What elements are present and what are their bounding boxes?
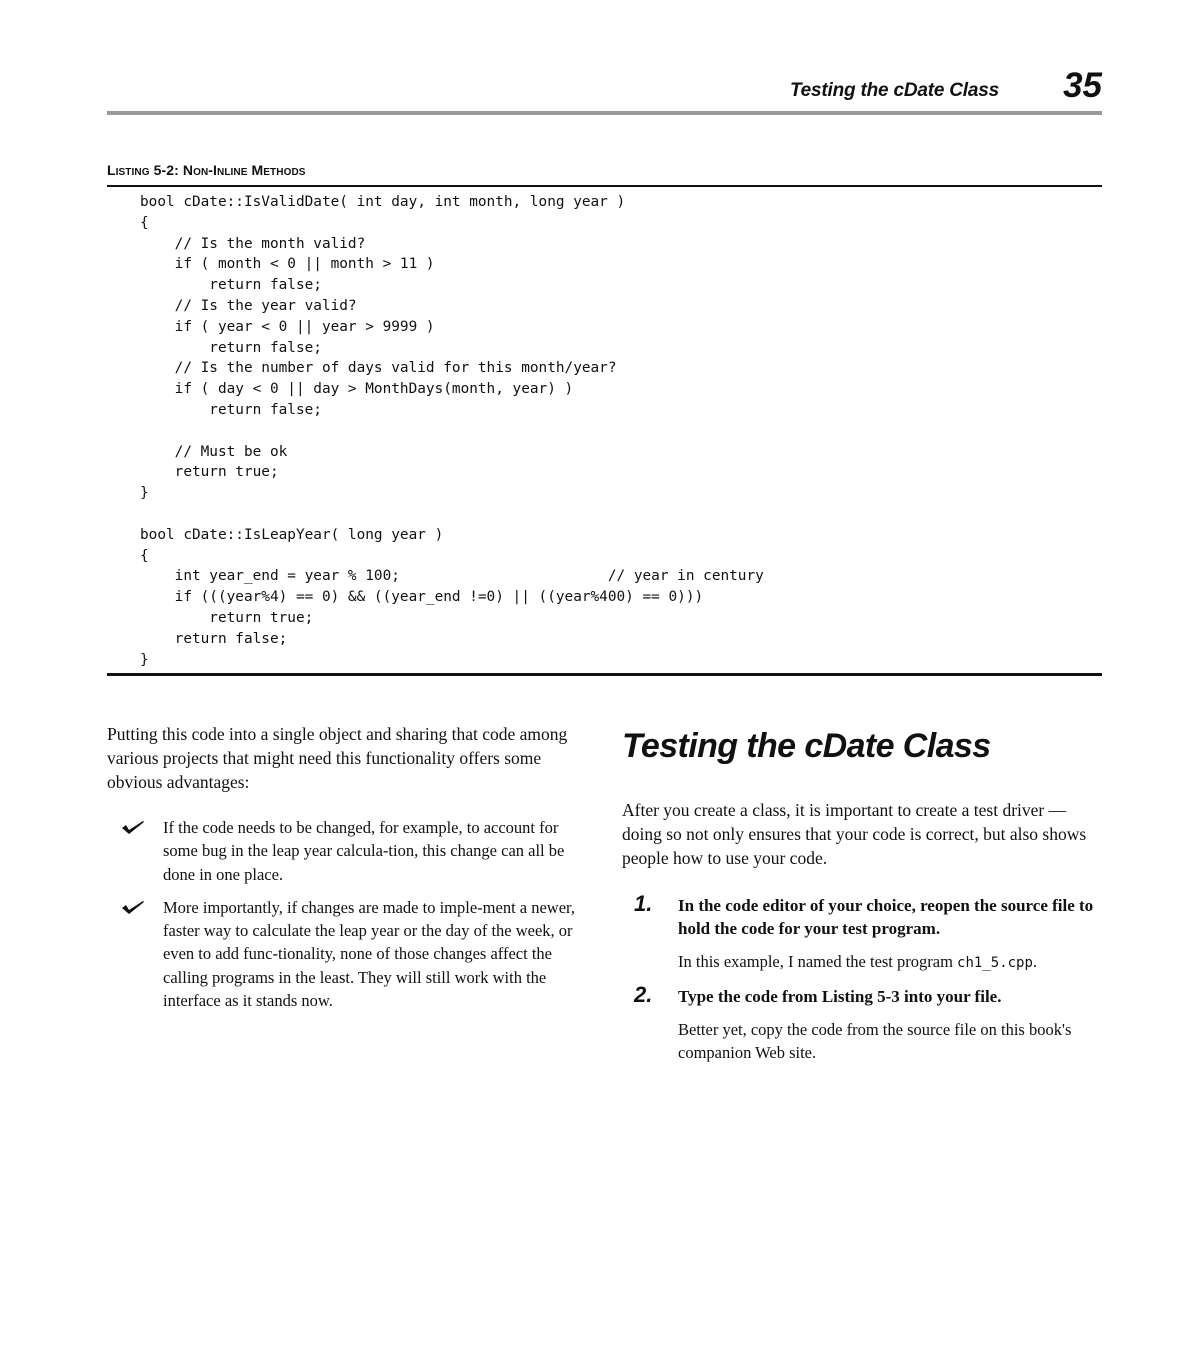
header-rule: [107, 111, 1102, 115]
step-item: [622, 891, 1102, 975]
code-line: int year_end = year % 100; // year in century: [140, 568, 764, 585]
list-item-text: If the code needs to be changed, for example, to account for some bug in the leap year calcula-tion, this change can all be done in one place.: [163, 818, 565, 884]
code-listing: [140, 192, 764, 670]
code-line: // Must be ok: [140, 443, 288, 460]
listing-bottom-rule: [107, 673, 1102, 676]
step-body: Better yet, copy the code from the source file on this book's companion Web site.: [678, 1020, 1072, 1062]
step-body-text: In this example, I named the test program: [678, 952, 953, 971]
code-line: // Is the month valid?: [140, 235, 366, 252]
step-number: 2.: [634, 982, 653, 1007]
intro-paragraph: Putting this code into a single object and sharing that code among various projects that might need this functionality offers some obvious advantages:: [107, 724, 568, 792]
code-line: if ( year < 0 || year > 9999 ): [140, 318, 435, 335]
code-line: return true;: [140, 464, 279, 481]
step-item: [622, 982, 1102, 1064]
list-item-text: More importantly, if changes are made to imple-ment a newer, faster way to calculate the leap year or the day of the week, or even to add func-tionality, none of those changes affect the calling programs in the least. They will still work with the interface as it stands now.: [163, 897, 575, 1011]
code-line: if ( month < 0 || month > 11 ): [140, 256, 435, 273]
step-title: In the code editor of your choice, reopen the source file to hold the code for your test program.: [678, 896, 1094, 938]
steps-list: [622, 891, 1102, 1064]
section-intro: After you create a class, it is important to create a test driver — doing so not only ensures that your code is correct, but also shows people how to use your code.: [622, 800, 1087, 868]
advantages-list: [107, 816, 582, 1012]
left-column: [107, 722, 582, 1022]
code-line: {: [140, 547, 149, 564]
checkmark-bullet-icon: [121, 899, 145, 915]
code-line: return false;: [140, 277, 322, 294]
code-line: return false;: [140, 339, 322, 356]
section-heading: Testing the cDate Class: [622, 727, 991, 765]
step-title: Type the code from Listing 5-3 into your file.: [678, 987, 1002, 1006]
step-body: [678, 950, 1102, 975]
list-item: [107, 896, 582, 1012]
code-line: if (((year%4) == 0) && ((year_end !=0) || ((year%400) == 0))): [140, 589, 704, 606]
listing-top-rule: [107, 185, 1102, 187]
code-line: // Is the year valid?: [140, 297, 357, 314]
step-body-end: .: [1032, 952, 1038, 971]
code-line: return true;: [140, 609, 314, 626]
code-line: // Is the number of days valid for this month/year?: [140, 360, 617, 377]
step-number: 1.: [634, 891, 653, 916]
code-line: if ( day < 0 || day > MonthDays(month, year) ): [140, 381, 574, 398]
checkmark-bullet-icon: [121, 819, 145, 835]
code-line: return false;: [140, 630, 288, 647]
page-number: 35: [1063, 66, 1102, 105]
code-line: return false;: [140, 401, 322, 418]
right-column: [622, 724, 1102, 1074]
code-line: [140, 421, 764, 442]
running-head: [107, 60, 1102, 114]
list-item: [107, 816, 582, 886]
code-line: }: [140, 485, 149, 502]
code-line: bool cDate::IsValidDate( int day, int month, long year ): [140, 194, 626, 210]
code-line: {: [140, 214, 149, 231]
running-title: Testing the cDate Class: [789, 80, 999, 101]
step-body-filename: ch1_5.cpp: [957, 955, 1033, 971]
code-line: }: [140, 651, 149, 668]
code-line: [140, 504, 764, 525]
listing-caption: Listing 5-2: Non-Inline Methods: [107, 162, 306, 178]
code-line: bool cDate::IsLeapYear( long year ): [140, 526, 444, 543]
